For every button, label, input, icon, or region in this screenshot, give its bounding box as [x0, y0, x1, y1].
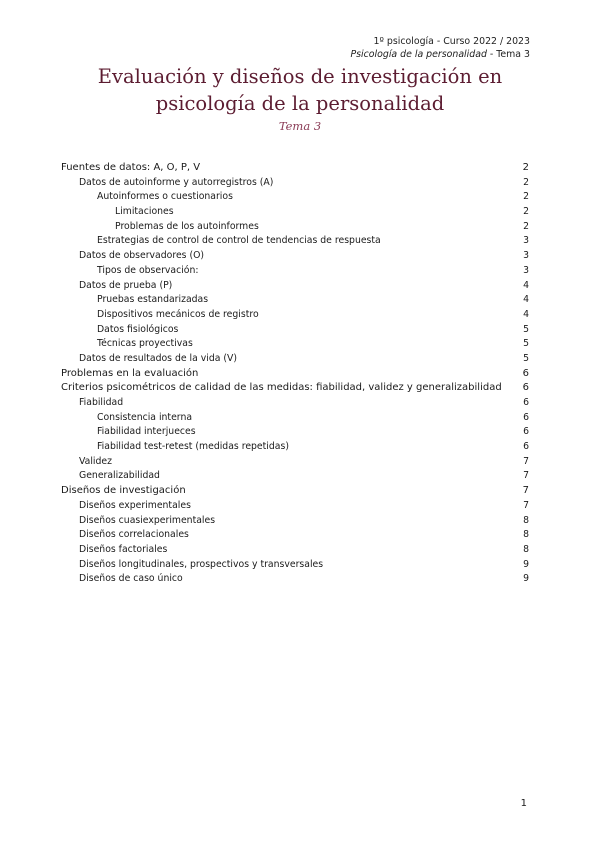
toc-entry-label: Validez [79, 455, 113, 467]
toc-entry-label: Pruebas estandarizadas [97, 294, 209, 306]
document-subtitle: Tema 3 [278, 119, 322, 133]
toc-entry-label: Diseños de investigación [61, 485, 186, 497]
toc-entry-page: 2 [523, 191, 529, 203]
toc-entry-label: Datos de autoinforme y autorregistros (A) [79, 176, 274, 188]
toc-entry-label: Diseños longitudinales, prospectivos y transversales [79, 558, 324, 570]
header-course-year: 1º psicología - Curso 2022 / 2023 [373, 36, 530, 47]
toc-entry-page: 8 [523, 543, 529, 555]
toc-entry[interactable] [61, 265, 529, 280]
toc-entry[interactable] [61, 221, 529, 236]
toc-entry-label: Fuentes de datos: A, O, P, V [61, 162, 201, 173]
toc-entry[interactable] [61, 206, 529, 221]
toc-entry-page: 2 [523, 206, 529, 218]
toc-entry-page: 6 [523, 441, 529, 453]
toc-entry-page: 4 [523, 308, 529, 320]
toc-entry[interactable] [61, 368, 529, 383]
toc-entry-label: Datos de observadores (O) [79, 250, 205, 262]
toc-entry[interactable] [61, 250, 529, 265]
toc-entry-label: Datos de resultados de la vida (V) [79, 352, 238, 364]
toc-entry-page: 3 [523, 250, 529, 262]
toc-entry-page: 5 [523, 352, 529, 364]
toc-entry-page: 6 [523, 397, 529, 408]
toc-entry-page: 2 [523, 220, 529, 232]
document-title: Evaluación y diseños de investigación en psicología de la personalidad [97, 65, 503, 115]
header-subject [351, 48, 531, 61]
toc-entry-page: 2 [523, 176, 529, 188]
toc-entry[interactable] [61, 353, 529, 368]
toc-entry-label: Diseños correlacionales [79, 529, 189, 541]
toc-entry[interactable] [61, 485, 529, 500]
toc-entry-label: Datos de prueba (P) [79, 279, 173, 291]
toc-entry-label: Diseños experimentales [79, 499, 191, 511]
toc-entry[interactable] [61, 280, 529, 295]
toc-entry[interactable] [61, 426, 529, 441]
toc-entry-page: 9 [523, 573, 529, 585]
toc-entry[interactable] [61, 500, 529, 515]
header-course-name: Psicología de la personalidad [350, 49, 487, 60]
toc-entry-page: 3 [523, 264, 529, 276]
toc-entry[interactable] [61, 544, 529, 559]
toc-entry-label: Datos fisiológicos [97, 323, 179, 335]
table-of-contents [61, 162, 529, 588]
toc-entry[interactable] [61, 559, 529, 574]
toc-entry-label: Fiabilidad [79, 397, 124, 408]
toc-entry[interactable] [61, 470, 529, 485]
toc-entry-page: 3 [523, 235, 529, 247]
toc-entry-page: 6 [523, 426, 529, 438]
toc-entry-page: 4 [523, 294, 529, 306]
toc-entry-page: 7 [523, 499, 529, 511]
toc-entry-label: Estrategias de control de control de tendencias de respuesta [97, 235, 381, 247]
toc-entry-page: 7 [523, 455, 529, 467]
toc-entry-page: 5 [523, 338, 529, 350]
toc-entry[interactable] [61, 412, 529, 427]
toc-entry-page: 4 [523, 279, 529, 291]
toc-entry-label: Limitaciones [115, 206, 174, 218]
toc-entry[interactable] [61, 397, 529, 412]
toc-entry-label: Problemas en la evaluación [61, 367, 199, 379]
toc-entry-page: 7 [523, 470, 529, 482]
toc-entry[interactable] [61, 309, 529, 324]
toc-entry-page: 6 [523, 411, 529, 423]
toc-entry[interactable] [61, 191, 529, 206]
toc-entry[interactable] [61, 573, 529, 588]
toc-entry[interactable] [61, 456, 529, 471]
toc-entry-page: 8 [523, 529, 529, 541]
toc-entry-page: 5 [523, 323, 529, 335]
toc-entry-label: Diseños factoriales [79, 543, 168, 555]
toc-entry-page: 9 [523, 558, 529, 570]
toc-entry-page: 8 [523, 514, 529, 526]
toc-entry[interactable] [61, 294, 529, 309]
toc-entry-label: Criterios psicométricos de calidad de las medidas: fiabilidad, validez y generalizabilidad [61, 382, 502, 394]
page-number: 1 [520, 798, 527, 809]
toc-entry[interactable] [61, 515, 529, 530]
toc-entry-label: Problemas de los autoinformes [115, 220, 259, 232]
toc-entry[interactable] [61, 441, 529, 456]
toc-entry[interactable] [61, 177, 529, 192]
toc-entry-page: 6 [522, 382, 529, 394]
toc-entry-label: Generalizabilidad [79, 470, 160, 482]
toc-entry[interactable] [61, 162, 529, 177]
toc-entry-label: Consistencia interna [97, 411, 193, 423]
toc-entry-page: 7 [522, 485, 529, 497]
toc-entry[interactable] [61, 324, 529, 339]
toc-entry-label: Fiabilidad interjueces [97, 426, 196, 438]
toc-entry-page: 6 [522, 367, 529, 379]
toc-entry[interactable] [61, 529, 529, 544]
toc-entry-label: Tipos de observación: [97, 264, 199, 276]
page-header [351, 35, 531, 61]
toc-entry-label: Autoinformes o cuestionarios [97, 191, 233, 203]
toc-entry-page: 2 [522, 162, 529, 173]
toc-entry-label: Diseños de caso único [79, 573, 183, 585]
toc-entry[interactable] [61, 338, 529, 353]
toc-entry-label: Técnicas proyectivas [97, 338, 193, 350]
toc-entry-label: Fiabilidad test-retest (medidas repetidas) [97, 441, 289, 453]
toc-entry[interactable] [61, 382, 529, 397]
header-topic: - Tema 3 [486, 49, 530, 60]
toc-entry-label: Diseños cuasiexperimentales [79, 514, 216, 526]
toc-entry[interactable] [61, 235, 529, 250]
toc-entry-label: Dispositivos mecánicos de registro [97, 308, 259, 320]
